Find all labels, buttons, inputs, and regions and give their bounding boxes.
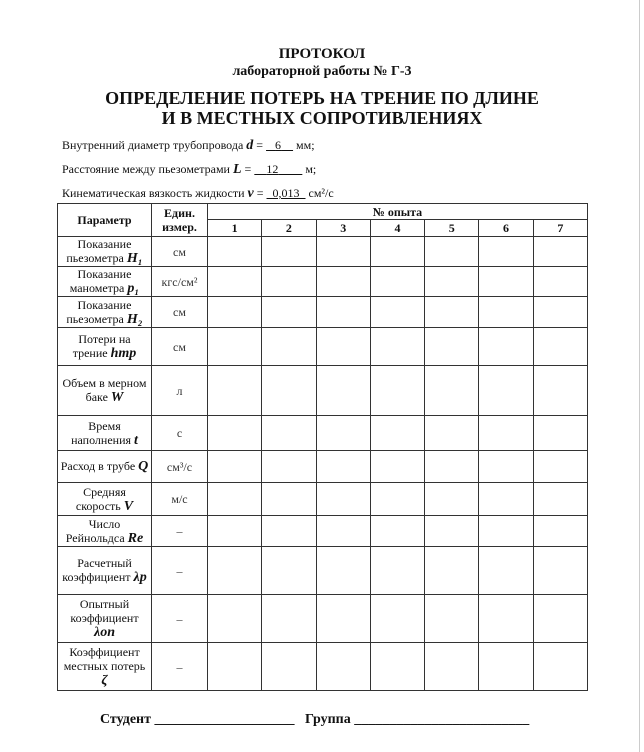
value-cell-2[interactable] <box>262 297 316 328</box>
value-cell-7[interactable] <box>533 516 587 547</box>
value-cell-6[interactable] <box>479 483 533 516</box>
viscosity-symbol: ν <box>247 186 254 201</box>
param-cell <box>58 237 152 267</box>
param-text: Показание пьезометра <box>66 237 132 265</box>
table-row <box>58 267 588 297</box>
value-cell-4[interactable] <box>370 643 424 691</box>
unit-cell: – <box>152 516 208 547</box>
value-cell-2[interactable] <box>262 267 316 297</box>
param-symbol: H₂ <box>126 311 143 327</box>
param-symbol: Q <box>138 459 149 474</box>
param-text: Потери на трение <box>72 332 131 360</box>
viscosity-line: Кинематическая вязкость жидкости ν = 0,013 см²/с <box>62 186 334 201</box>
value-cell-7[interactable] <box>533 595 587 643</box>
experiment-col-2: 2 <box>262 220 316 237</box>
param-text: Расход в трубе <box>60 459 136 473</box>
value-cell-6[interactable] <box>479 328 533 366</box>
param-cell <box>58 416 152 451</box>
value-cell-3[interactable] <box>316 547 370 595</box>
unit-cell: см <box>152 297 208 328</box>
distance-unit: м; <box>305 162 317 176</box>
unit-cell: см <box>152 328 208 366</box>
table-row <box>58 547 588 595</box>
value-cell-2[interactable] <box>262 416 316 451</box>
value-cell-6[interactable] <box>479 547 533 595</box>
value-cell-3[interactable] <box>316 416 370 451</box>
viscosity-value: 0,013 <box>272 186 300 200</box>
value-cell-3[interactable] <box>316 267 370 297</box>
diameter-label: Внутренний диаметр трубопровода <box>62 138 244 152</box>
value-cell-2[interactable] <box>262 366 316 416</box>
param-symbol: Re <box>127 530 144 546</box>
distance-symbol: L <box>232 162 242 177</box>
value-cell-6[interactable] <box>479 416 533 451</box>
value-cell-7[interactable] <box>533 416 587 451</box>
value-cell-7[interactable] <box>533 451 587 483</box>
header-unit: Един. измер. <box>152 204 208 237</box>
value-cell-7[interactable] <box>533 267 587 297</box>
unit-cell: – <box>152 595 208 643</box>
param-cell <box>58 483 152 516</box>
param-text: Число Рейнольдса <box>65 516 125 545</box>
param-cell <box>58 451 152 483</box>
value-cell-1[interactable] <box>208 483 262 516</box>
value-cell-1[interactable] <box>208 547 262 595</box>
experiment-col-7: 7 <box>533 220 587 237</box>
value-cell-1[interactable] <box>208 366 262 416</box>
unit-cell: кгс/см² <box>152 267 208 297</box>
distance-line: Расстояние между пьезометрами L = 12 м; <box>62 162 317 177</box>
unit-cell: л <box>152 366 208 416</box>
protocol-title: ПРОТОКОЛ <box>278 46 366 62</box>
table-row <box>58 483 588 516</box>
value-cell-6[interactable] <box>479 237 533 267</box>
param-text: Показание пьезометра <box>66 297 132 326</box>
table-row <box>58 451 588 483</box>
work-heading <box>0 88 644 128</box>
value-cell-4[interactable] <box>370 366 424 416</box>
value-cell-6[interactable] <box>479 366 533 416</box>
value-cell-7[interactable] <box>533 237 587 267</box>
heading-line-1: ОПРЕДЕЛЕНИЕ ПОТЕРЬ НА ТРЕНИЕ ПО ДЛИНЕ <box>105 88 539 108</box>
value-cell-3[interactable] <box>316 237 370 267</box>
value-cell-5[interactable] <box>425 416 479 451</box>
value-cell-5[interactable] <box>425 297 479 328</box>
param-symbol: V <box>123 498 134 514</box>
value-cell-6[interactable] <box>479 451 533 483</box>
table-row <box>58 595 588 643</box>
value-cell-6[interactable] <box>479 595 533 643</box>
value-cell-4[interactable] <box>370 547 424 595</box>
value-cell-1[interactable] <box>208 595 262 643</box>
table-row <box>58 328 588 366</box>
value-cell-1[interactable] <box>208 297 262 328</box>
param-text: Время наполнения <box>71 418 132 447</box>
param-text: Коэффициент местных потерь <box>63 645 146 673</box>
value-cell-4[interactable] <box>370 267 424 297</box>
table-row <box>58 237 588 267</box>
unit-cell: см <box>152 237 208 267</box>
param-symbol: p₁ <box>127 281 140 296</box>
header-experiment: № опыта <box>208 204 588 220</box>
value-cell-4[interactable] <box>370 297 424 328</box>
distance-value: 12 <box>266 162 279 176</box>
value-cell-1[interactable] <box>208 328 262 366</box>
value-cell-1[interactable] <box>208 416 262 451</box>
value-cell-1[interactable] <box>208 267 262 297</box>
value-cell-4[interactable] <box>370 328 424 366</box>
param-cell <box>58 595 152 643</box>
param-cell <box>58 547 152 595</box>
value-cell-7[interactable] <box>533 483 587 516</box>
value-cell-1[interactable] <box>208 643 262 691</box>
value-cell-2[interactable] <box>262 595 316 643</box>
value-cell-1[interactable] <box>208 237 262 267</box>
value-cell-2[interactable] <box>262 643 316 691</box>
student-field[interactable]: ____________________ <box>154 712 295 727</box>
value-cell-1[interactable] <box>208 451 262 483</box>
value-cell-4[interactable] <box>370 416 424 451</box>
group-label: Группа <box>304 712 351 727</box>
distance-label: Расстояние между пьезометрами <box>62 162 230 176</box>
experiment-col-4: 4 <box>370 220 424 237</box>
value-cell-5[interactable] <box>425 483 479 516</box>
value-cell-5[interactable] <box>425 451 479 483</box>
value-cell-4[interactable] <box>370 595 424 643</box>
value-cell-4[interactable] <box>370 451 424 483</box>
table-row <box>58 516 588 547</box>
value-cell-5[interactable] <box>425 643 479 691</box>
value-cell-4[interactable] <box>370 483 424 516</box>
value-cell-5[interactable] <box>425 267 479 297</box>
value-cell-2[interactable] <box>262 483 316 516</box>
unit-cell: с <box>152 416 208 451</box>
unit-cell: см³/с <box>152 451 208 483</box>
protocol-subtitle: лабораторной работы № Г-3 <box>232 64 412 79</box>
param-cell <box>58 366 152 416</box>
param-text: Средняя скорость <box>75 484 126 513</box>
table-row <box>58 297 588 328</box>
value-cell-7[interactable] <box>533 328 587 366</box>
value-cell-3[interactable] <box>316 451 370 483</box>
viscosity-label: Кинематическая вязкость жидкости <box>62 186 245 200</box>
param-cell <box>58 328 152 366</box>
param-text: Расчетный коэффициент <box>62 556 132 584</box>
param-symbol: hтр <box>110 346 137 361</box>
value-cell-3[interactable] <box>316 516 370 547</box>
value-cell-5[interactable] <box>425 547 479 595</box>
param-text: Показание манометра <box>69 267 132 295</box>
diameter-unit: мм; <box>296 138 315 152</box>
param-symbol: λр <box>133 570 147 585</box>
param-cell <box>58 267 152 297</box>
diameter-line: Внутренний диаметр трубопровода d = 6 мм; <box>62 138 315 153</box>
diameter-value: 6 <box>275 138 282 152</box>
experiment-col-5: 5 <box>425 220 479 237</box>
param-cell <box>58 516 152 547</box>
param-symbol: ζ <box>101 673 108 688</box>
param-cell <box>58 297 152 328</box>
param-symbol: W <box>110 390 124 405</box>
value-cell-2[interactable] <box>262 516 316 547</box>
heading-line-2: И В МЕСТНЫХ СОПРОТИВЛЕНИЯХ <box>161 108 483 128</box>
value-cell-4[interactable] <box>370 516 424 547</box>
footer <box>100 712 529 728</box>
value-cell-6[interactable] <box>479 267 533 297</box>
student-label: Студент <box>100 712 151 727</box>
value-cell-5[interactable] <box>425 516 479 547</box>
experiment-col-6: 6 <box>479 220 533 237</box>
table-row <box>58 643 588 691</box>
value-cell-3[interactable] <box>316 643 370 691</box>
experiment-col-1: 1 <box>208 220 262 237</box>
value-cell-7[interactable] <box>533 297 587 328</box>
results-table <box>57 203 588 691</box>
value-cell-3[interactable] <box>316 328 370 366</box>
unit-cell: – <box>152 643 208 691</box>
value-cell-1[interactable] <box>208 516 262 547</box>
value-cell-3[interactable] <box>316 483 370 516</box>
value-cell-7[interactable] <box>533 547 587 595</box>
param-symbol: λоп <box>94 625 115 640</box>
unit-cell: – <box>152 547 208 595</box>
param-symbol: t <box>134 432 138 448</box>
param-text: Опытный коэффициент <box>70 597 139 625</box>
value-cell-5[interactable] <box>425 595 479 643</box>
value-cell-4[interactable] <box>370 237 424 267</box>
diameter-symbol: d <box>246 138 254 153</box>
value-cell-5[interactable] <box>425 328 479 366</box>
value-cell-7[interactable] <box>533 643 587 691</box>
value-cell-6[interactable] <box>479 297 533 328</box>
table-row <box>58 416 588 451</box>
value-cell-6[interactable] <box>479 516 533 547</box>
value-cell-5[interactable] <box>425 237 479 267</box>
value-cell-7[interactable] <box>533 366 587 416</box>
table-row <box>58 366 588 416</box>
param-symbol: H₁ <box>126 251 143 266</box>
value-cell-5[interactable] <box>425 366 479 416</box>
value-cell-2[interactable] <box>262 547 316 595</box>
value-cell-3[interactable] <box>316 297 370 328</box>
header-param: Параметр <box>58 204 152 237</box>
value-cell-3[interactable] <box>316 595 370 643</box>
viscosity-unit: см²/с <box>308 186 334 200</box>
value-cell-2[interactable] <box>262 328 316 366</box>
value-cell-2[interactable] <box>262 451 316 483</box>
param-cell <box>58 643 152 691</box>
experiment-col-3: 3 <box>316 220 370 237</box>
value-cell-3[interactable] <box>316 366 370 416</box>
param-text: Объем в мерном баке <box>62 376 147 404</box>
value-cell-6[interactable] <box>479 643 533 691</box>
unit-cell: м/с <box>152 483 208 516</box>
value-cell-2[interactable] <box>262 237 316 267</box>
group-field[interactable]: _________________________ <box>354 712 530 727</box>
